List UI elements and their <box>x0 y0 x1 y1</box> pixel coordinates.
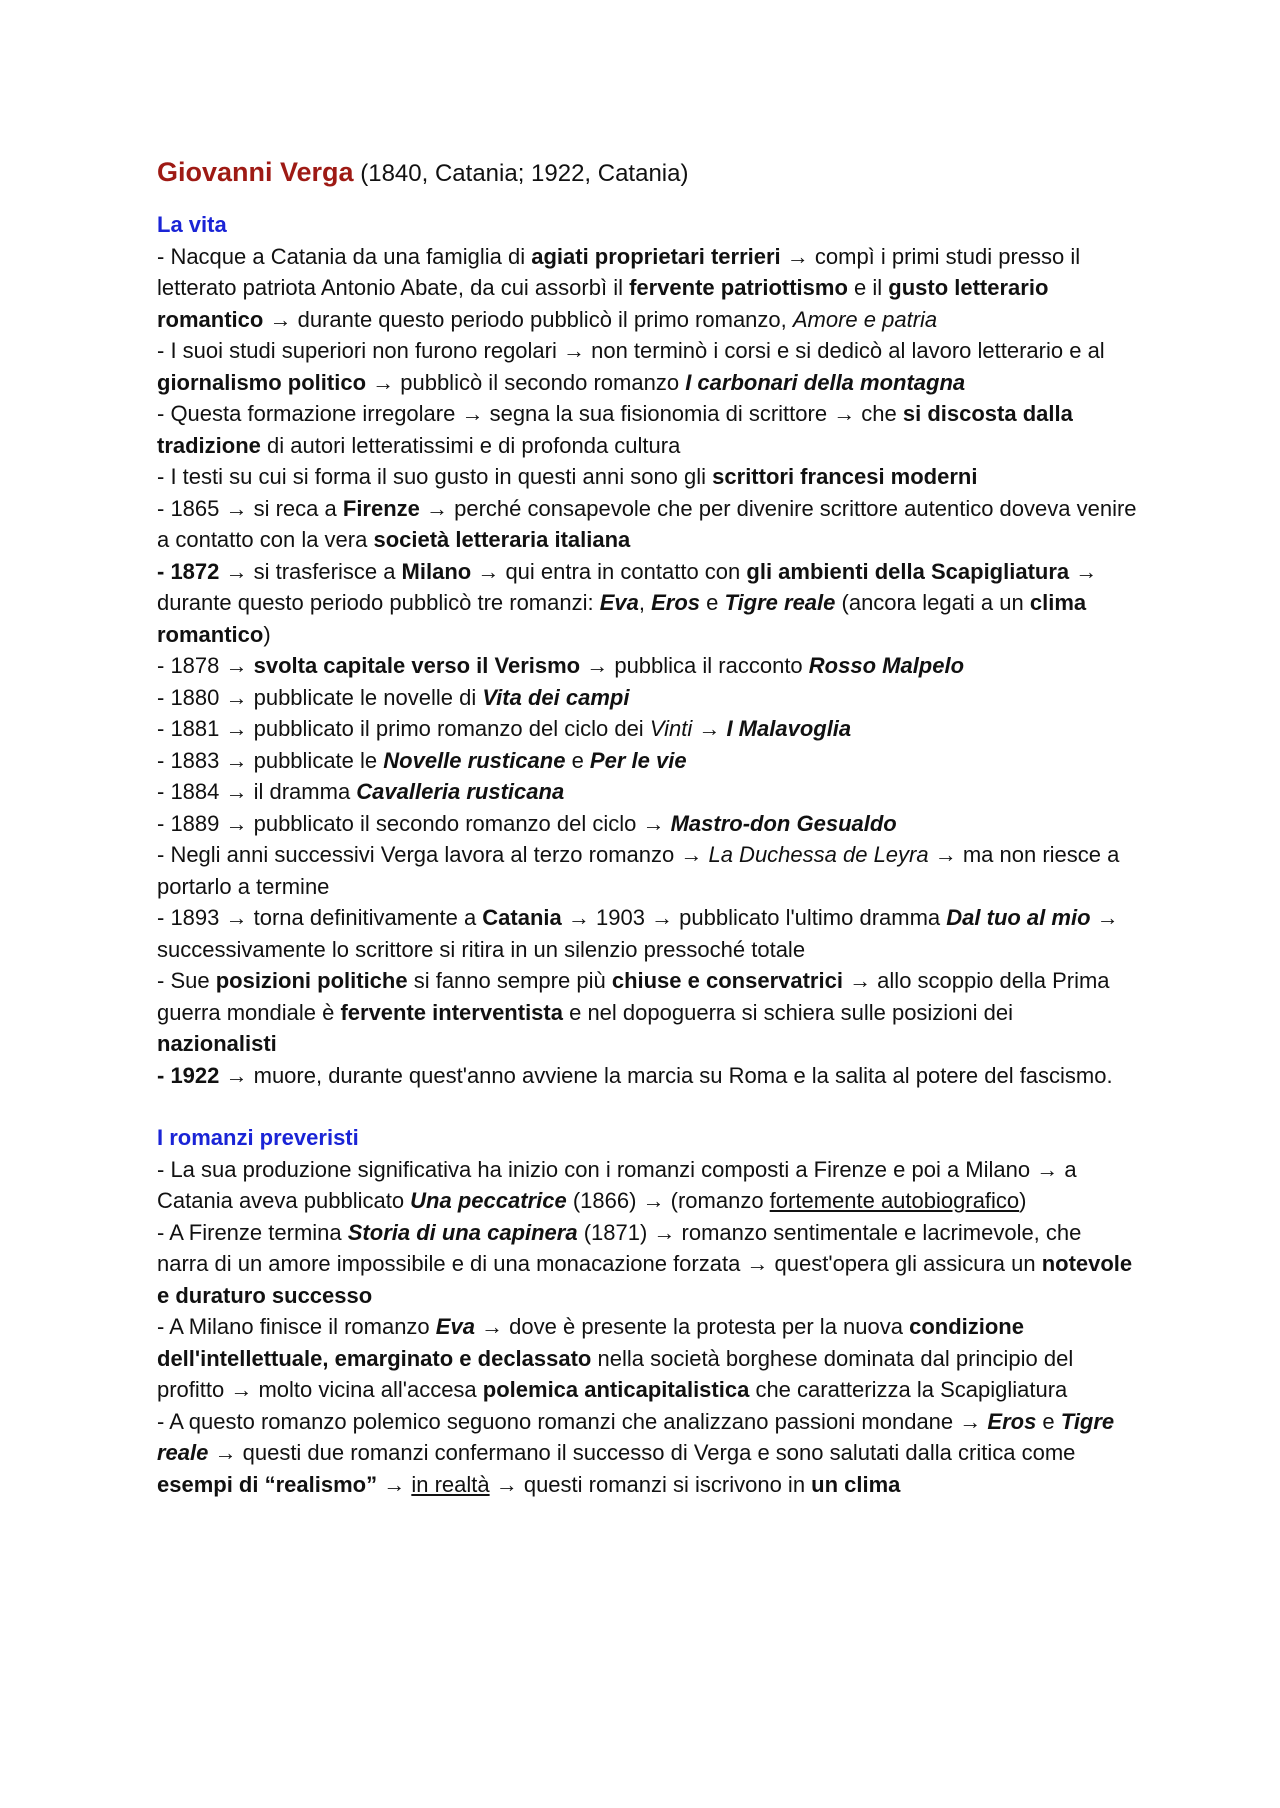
text-run: Eva <box>435 1314 475 1339</box>
text-run: e <box>1036 1408 1061 1434</box>
text-run: - 1889 → pubblicato il secondo romanzo del ciclo → <box>157 810 671 836</box>
text-run: Vinti <box>649 716 693 741</box>
text-run: Novelle rusticane <box>383 747 566 773</box>
text-run: - A Firenze termina <box>157 1219 348 1245</box>
text-run: → successivamente lo scrittore si ritira in un silenzio pressoché totale <box>157 905 1119 962</box>
text-run: → compì i primi studi presso il letterato patriota Antonio Abate, da cui assorbì il <box>157 243 1081 300</box>
paragraph <box>157 650 1137 682</box>
text-run: - 1880 → pubblicate le novelle di <box>157 684 483 710</box>
title-dates: (1840, Catania; 1922, Catania) <box>353 160 689 187</box>
text-run: Amore e patria <box>792 306 938 332</box>
text-run: → pubblica il racconto <box>580 653 809 678</box>
text-run: si discosta dalla tradizione <box>157 401 1073 458</box>
text-run: → questi romanzi si iscrivono in <box>489 1471 812 1497</box>
paragraph <box>157 745 1137 777</box>
text-run: → ma non riesce a portarlo a termine <box>157 842 1120 899</box>
text-run: svolta capitale verso il Verismo <box>253 653 581 678</box>
text-run: - Nacque a Catania da una famiglia di <box>157 243 532 269</box>
text-run: → qui entra in contatto con <box>471 558 747 584</box>
text-run: I carbonari della montagna <box>685 369 966 395</box>
text-run: - A questo romanzo polemico seguono romanzi che analizzano passioni mondane → <box>157 1408 988 1434</box>
paragraph <box>157 776 1137 808</box>
text-run: un clima <box>811 1471 901 1497</box>
text-run: Eros <box>987 1408 1037 1434</box>
text-run: nella società borghese dominata dal principio del profitto → molto vicina all'accesa <box>157 1345 1074 1402</box>
text-run: posizioni politiche <box>215 968 408 993</box>
text-run: clima romantico <box>157 590 1087 647</box>
text-run: - I testi su cui si forma il suo gusto in questi anni sono gli <box>157 464 713 489</box>
text-run: Eva <box>599 590 639 615</box>
text-run: giornalismo politico <box>157 369 367 395</box>
text-run: - 1884 → il dramma <box>157 779 357 804</box>
text-run: - 1865 → si reca a <box>157 495 343 521</box>
text-run: Milano <box>401 558 472 584</box>
text-run: ) <box>263 621 271 647</box>
text-run: → 1903 → pubblicato l'ultimo dramma <box>561 905 947 930</box>
text-run: → <box>692 716 727 741</box>
text-run: polemica anticapitalistica <box>482 1377 750 1402</box>
text-run: e il <box>847 275 889 300</box>
text-run: - La sua produzione significativa ha inizio con i romanzi composti a Firenze e poi a Milano → a Catania aveva pubblicato <box>157 1156 1077 1213</box>
text-run: e <box>700 590 725 615</box>
paragraph <box>157 713 1137 745</box>
text-run: e nel dopoguerra si schiera sulle posizioni dei <box>562 999 1014 1025</box>
text-run: gusto letterario romantico <box>157 275 1049 332</box>
document-page <box>157 155 1137 1500</box>
text-run: - 1893 → torna definitivamente a <box>157 905 483 930</box>
section-heading: I romanzi preveristi <box>157 1125 359 1150</box>
text-run: Tigre reale <box>157 1408 1115 1465</box>
text-run: notevole e duraturo successo <box>157 1251 1133 1308</box>
document-title: Giovanni Verga <box>157 157 354 187</box>
paragraph <box>157 241 1137 336</box>
text-run: Tigre reale <box>724 590 836 615</box>
text-run: condizione dell'intellettuale, emarginato e declassato <box>157 1314 1024 1371</box>
text-run: → allo scoppio della Prima guerra mondiale è <box>157 968 1110 1025</box>
paragraph <box>157 1406 1137 1501</box>
text-run: La Duchessa de Leyra <box>708 842 929 867</box>
text-run: → perché consapevole che per divenire scrittore autentico doveva venire a contatto con la vera <box>157 495 1137 552</box>
text-run: scrittori francesi moderni <box>712 464 978 489</box>
text-run: esempi di “realismo” <box>157 1471 378 1497</box>
text-run: Storia di una capinera <box>347 1219 578 1245</box>
text-run: - 1872 <box>157 558 220 584</box>
text-run: - A Milano finisce il romanzo <box>157 1314 436 1339</box>
text-run: e <box>565 747 590 773</box>
text-run: → si trasferisce a <box>219 558 402 584</box>
paragraph <box>157 1217 1137 1312</box>
paragraph <box>157 808 1137 840</box>
text-run: (ancora legati a un <box>835 590 1030 615</box>
text-run: - Questa formazione irregolare → segna la sua fisionomia di scrittore → che <box>157 401 903 426</box>
paragraph <box>157 682 1137 714</box>
text-run: in realtà <box>411 1471 490 1497</box>
text-run: Firenze <box>342 495 420 521</box>
text-run: fervente interventista <box>340 999 563 1025</box>
text-run: società letteraria italiana <box>373 527 631 552</box>
text-run: - I suoi studi superiori non furono regolari → non terminò i corsi e si dedicò al lavoro letterario e al <box>157 338 1105 363</box>
text-run: nazionalisti <box>157 1031 277 1056</box>
text-run: - 1922 <box>157 1062 220 1088</box>
text-run: → <box>377 1471 412 1497</box>
text-run: fervente patriottismo <box>629 275 848 300</box>
text-run: → durante questo periodo pubblicò tre romanzi: <box>157 558 1098 615</box>
text-run: → questi due romanzi confermano il successo di Verga e sono salutati dalla critica come <box>208 1440 1076 1465</box>
paragraph <box>157 839 1137 902</box>
paragraph <box>157 1060 1137 1092</box>
text-run: che caratterizza la Scapigliatura <box>749 1377 1068 1402</box>
section-gap <box>157 1091 1137 1122</box>
document-title-line <box>157 155 1137 191</box>
text-run: Rosso Malpelo <box>808 653 965 678</box>
paragraph <box>157 335 1137 398</box>
paragraph <box>157 556 1137 651</box>
text-run: (1871) → romanzo sentimentale e lacrimevole, che narra di un amore impossibile e di una monacazione forzata → quest'opera gli assicura un <box>157 1219 1082 1276</box>
text-run: gli ambienti della Scapigliatura <box>746 558 1070 584</box>
paragraph <box>157 398 1137 461</box>
text-run: → muore, durante quest'anno avviene la marcia su Roma e la salita al potere del fascismo. <box>219 1062 1113 1088</box>
text-run: Dal tuo al mio <box>946 905 1091 930</box>
text-run: Vita dei campi <box>482 684 630 710</box>
text-run: si fanno sempre più <box>407 968 612 993</box>
section-heading: La vita <box>157 212 227 237</box>
text-run: → pubblicò il secondo romanzo <box>366 369 686 395</box>
text-run: Eros <box>651 590 701 615</box>
text-run: , <box>638 590 652 615</box>
text-run: agiati proprietari terrieri <box>531 243 781 269</box>
text-run: di autori letteratissimi e di profonda cultura <box>260 432 681 458</box>
text-run: fortemente autobiografico <box>769 1188 1020 1213</box>
paragraph <box>157 1311 1137 1406</box>
text-run: chiuse e conservatrici <box>611 968 843 993</box>
text-run: - 1878 → <box>157 653 254 678</box>
text-run: Per le vie <box>589 747 687 773</box>
text-run: Catania <box>482 905 562 930</box>
paragraph <box>157 461 1137 493</box>
text-run: - 1881 → pubblicato il primo romanzo del ciclo dei <box>157 716 650 741</box>
text-run: Una peccatrice <box>410 1188 567 1213</box>
paragraph <box>157 493 1137 556</box>
text-run: - Sue <box>157 968 216 993</box>
text-run: ) <box>1019 1188 1027 1213</box>
text-run: I Malavoglia <box>726 716 852 741</box>
text-run: - Negli anni successivi Verga lavora al terzo romanzo → <box>157 842 709 867</box>
paragraph <box>157 965 1137 1060</box>
text-run: → dove è presente la protesta per la nuova <box>474 1314 910 1339</box>
text-run: (1866) → (romanzo <box>566 1188 770 1213</box>
text-run: → durante questo periodo pubblicò il primo romanzo, <box>263 306 793 332</box>
sections-container <box>157 209 1137 1500</box>
text-run: Cavalleria rusticana <box>356 779 565 804</box>
paragraph <box>157 1154 1137 1217</box>
text-run: Mastro-don Gesualdo <box>670 810 897 836</box>
text-run: - 1883 → pubblicate le <box>157 747 384 773</box>
paragraph <box>157 902 1137 965</box>
